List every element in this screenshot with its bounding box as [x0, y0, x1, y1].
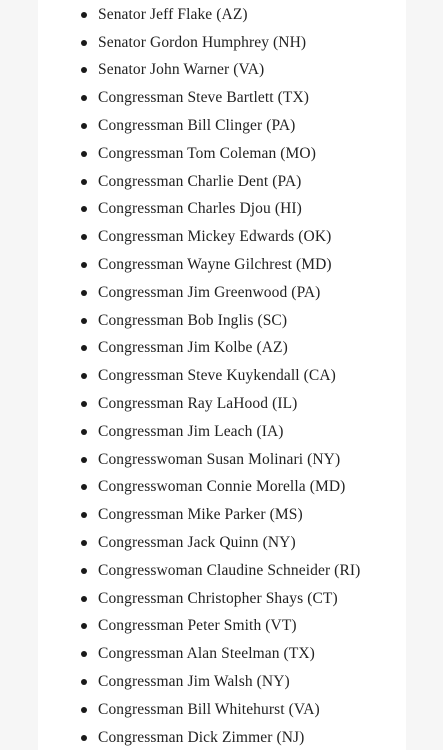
list-item [38, 557, 406, 585]
bullet-icon [81, 540, 87, 546]
list-item-label: Senator John Warner (VA) [98, 61, 265, 79]
bullet-icon [81, 123, 87, 129]
list-item [38, 29, 406, 57]
list-item [38, 57, 406, 85]
list-item [38, 279, 406, 307]
bullet-icon [81, 262, 87, 268]
bullet-icon [81, 512, 87, 518]
bullet-icon [81, 568, 87, 574]
list-item-label: Congressman Charles Djou (HI) [98, 200, 302, 218]
bullet-icon [81, 206, 87, 212]
bullet-icon [81, 679, 87, 685]
bullet-icon [81, 95, 87, 101]
list-item [38, 335, 406, 363]
bullet-icon [81, 373, 87, 379]
bullet-icon [81, 12, 87, 18]
list-item-label: Congressman Dick Zimmer (NJ) [98, 728, 305, 746]
list-item [38, 529, 406, 557]
bullet-icon [81, 345, 87, 351]
list-item [38, 418, 406, 446]
list-item-label: Senator Jeff Flake (AZ) [98, 5, 248, 23]
bullet-icon [81, 735, 87, 741]
list-item [38, 1, 406, 29]
list-item-label: Congressman Jim Leach (IA) [98, 422, 284, 440]
bullet-icon [81, 596, 87, 602]
list-item-label: Congressman Christopher Shays (CT) [98, 589, 338, 607]
list-item-label: Congressman Steve Bartlett (TX) [98, 89, 310, 107]
bullet-icon [81, 484, 87, 490]
bullet-icon [81, 623, 87, 629]
list-item-label: Congressman Mike Parker (MS) [98, 506, 303, 524]
bullet-icon [81, 40, 87, 46]
list-item [38, 196, 406, 224]
list-item [38, 140, 406, 168]
list-item [38, 501, 406, 529]
list-item-label: Congressman Bill Whitehurst (VA) [98, 700, 320, 718]
list-item-label: Congressman Alan Steelman (TX) [98, 645, 315, 663]
bullet-icon [81, 429, 87, 435]
list-item [38, 112, 406, 140]
list-item-label: Congressman Ray LaHood (IL) [98, 395, 298, 413]
list-item-label: Congresswoman Susan Molinari (NY) [98, 450, 341, 468]
list-item [38, 307, 406, 335]
list-item [38, 446, 406, 474]
bullet-icon [81, 234, 87, 240]
list-item-label: Congressman Jack Quinn (NY) [98, 534, 296, 552]
list-item [38, 474, 406, 502]
list-item [38, 390, 406, 418]
list-item [38, 696, 406, 724]
list-item-label: Congressman Mickey Edwards (OK) [98, 228, 332, 246]
bullet-icon [81, 651, 87, 657]
list-item [38, 168, 406, 196]
list-item [38, 613, 406, 641]
list-item-label: Congresswoman Claudine Schneider (RI) [98, 561, 361, 579]
bulleted-list [38, 1, 406, 750]
list-item [38, 724, 406, 750]
list-item-label: Congressman Bill Clinger (PA) [98, 117, 296, 135]
list-item-label: Congressman Peter Smith (VT) [98, 617, 297, 635]
list-item-label: Congressman Tom Coleman (MO) [98, 144, 316, 162]
list-item-label: Congressman Bob Inglis (SC) [98, 311, 288, 329]
list-item-label: Congresswoman Connie Morella (MD) [98, 478, 346, 496]
list-item-label: Senator Gordon Humphrey (NH) [98, 33, 307, 51]
list-item [38, 585, 406, 613]
bullet-icon [81, 707, 87, 713]
list-item-label: Congressman Jim Greenwood (PA) [98, 283, 321, 301]
list-item-label: Congressman Jim Kolbe (AZ) [98, 339, 288, 357]
list-item-label: Congressman Charlie Dent (PA) [98, 172, 302, 190]
list-item [38, 668, 406, 696]
list-item-label: Congressman Wayne Gilchrest (MD) [98, 256, 332, 274]
list-item [38, 251, 406, 279]
list-item [38, 223, 406, 251]
bullet-icon [81, 290, 87, 296]
list-item [38, 84, 406, 112]
bullet-icon [81, 318, 87, 324]
list-item-label: Congressman Steve Kuykendall (CA) [98, 367, 336, 385]
list-item [38, 362, 406, 390]
bullet-icon [81, 67, 87, 73]
bullet-icon [81, 457, 87, 463]
list-item [38, 640, 406, 668]
bullet-icon [81, 151, 87, 157]
bullet-icon [81, 179, 87, 185]
content-card [38, 0, 406, 750]
list-item-label: Congressman Jim Walsh (NY) [98, 673, 290, 691]
bullet-icon [81, 401, 87, 407]
